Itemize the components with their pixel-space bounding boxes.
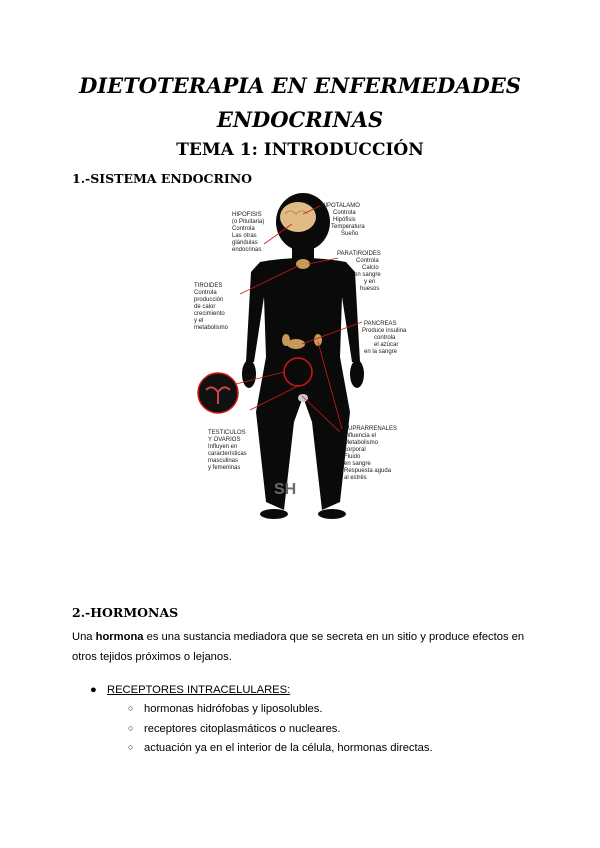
section-heading-hormonas: 2.-HORMONAS	[72, 605, 179, 620]
label-testiculos-ovarios: TESTICULOS Y OVARIOS Influyen en características masculinas y femeninas	[208, 430, 247, 471]
label-pancreas: PANCREAS Produce insulina controla el azúcar en la sangre	[362, 321, 407, 355]
section-heading-sistema-endocrino: 1.-SISTEMA ENDOCRINO	[72, 171, 253, 186]
bullet-colon: :	[287, 684, 291, 696]
paragraph-text-start: Una	[72, 631, 96, 643]
kidney-icon	[282, 334, 290, 346]
label-hipofisis: HIPOFISIS (o Pituitaria) Controla Las otras glándulas endocrinas	[232, 212, 265, 253]
sub-bullet-marker: ○	[128, 723, 134, 733]
kidney-icon	[314, 334, 322, 346]
watermark-logo: SH	[274, 481, 297, 498]
document-title-line-2: ENDOCRINAS	[216, 107, 384, 132]
label-suprarrenales: SUPRARRENALES Influencia el Metabolismo corporal Fluido en sangre Respuesta aguda al estrés	[344, 426, 398, 481]
label-hipotalamo: HIPOTALAMO Controla Hipófisis Temperatura Sueño	[321, 203, 365, 237]
thyroid-icon	[296, 259, 310, 269]
sub-list-item-text: receptores citoplasmáticos o nucleares.	[144, 723, 341, 735]
sub-bullet-marker: ○	[128, 703, 134, 713]
label-paratiroides: PARATIROIDES Controla Calcio en sangre y en huesos	[337, 251, 381, 292]
label-tiroides: TIROIDES Controla producción de calor crecimiento y el metabolismo	[194, 283, 229, 331]
paragraph-bold-term: hormona	[95, 631, 144, 643]
sub-bullet-marker: ○	[128, 742, 134, 752]
sub-list-item-text: actuación ya en el interior de la célula, hormonas directas.	[144, 742, 433, 754]
document-subtitle: TEMA 1: INTRODUCCIÓN	[176, 140, 424, 160]
document-title-line-1: DIETOTERAPIA EN ENFERMEDADES	[79, 73, 521, 98]
sub-list-item-text: hormonas hidrófobas y liposolubles.	[144, 703, 323, 715]
paragraph-text-end: es una sustancia mediadora que se secreta en un sitio y produce efectos en otros tejidos próximos o lejanos.	[72, 631, 525, 663]
endocrine-system-illustration	[190, 192, 422, 524]
hormona-definition-paragraph	[72, 627, 532, 667]
bullet-label: RECEPTORES INTRACELULARES	[107, 684, 288, 696]
bullet-marker: ●	[90, 684, 97, 696]
brain-icon	[280, 202, 316, 232]
